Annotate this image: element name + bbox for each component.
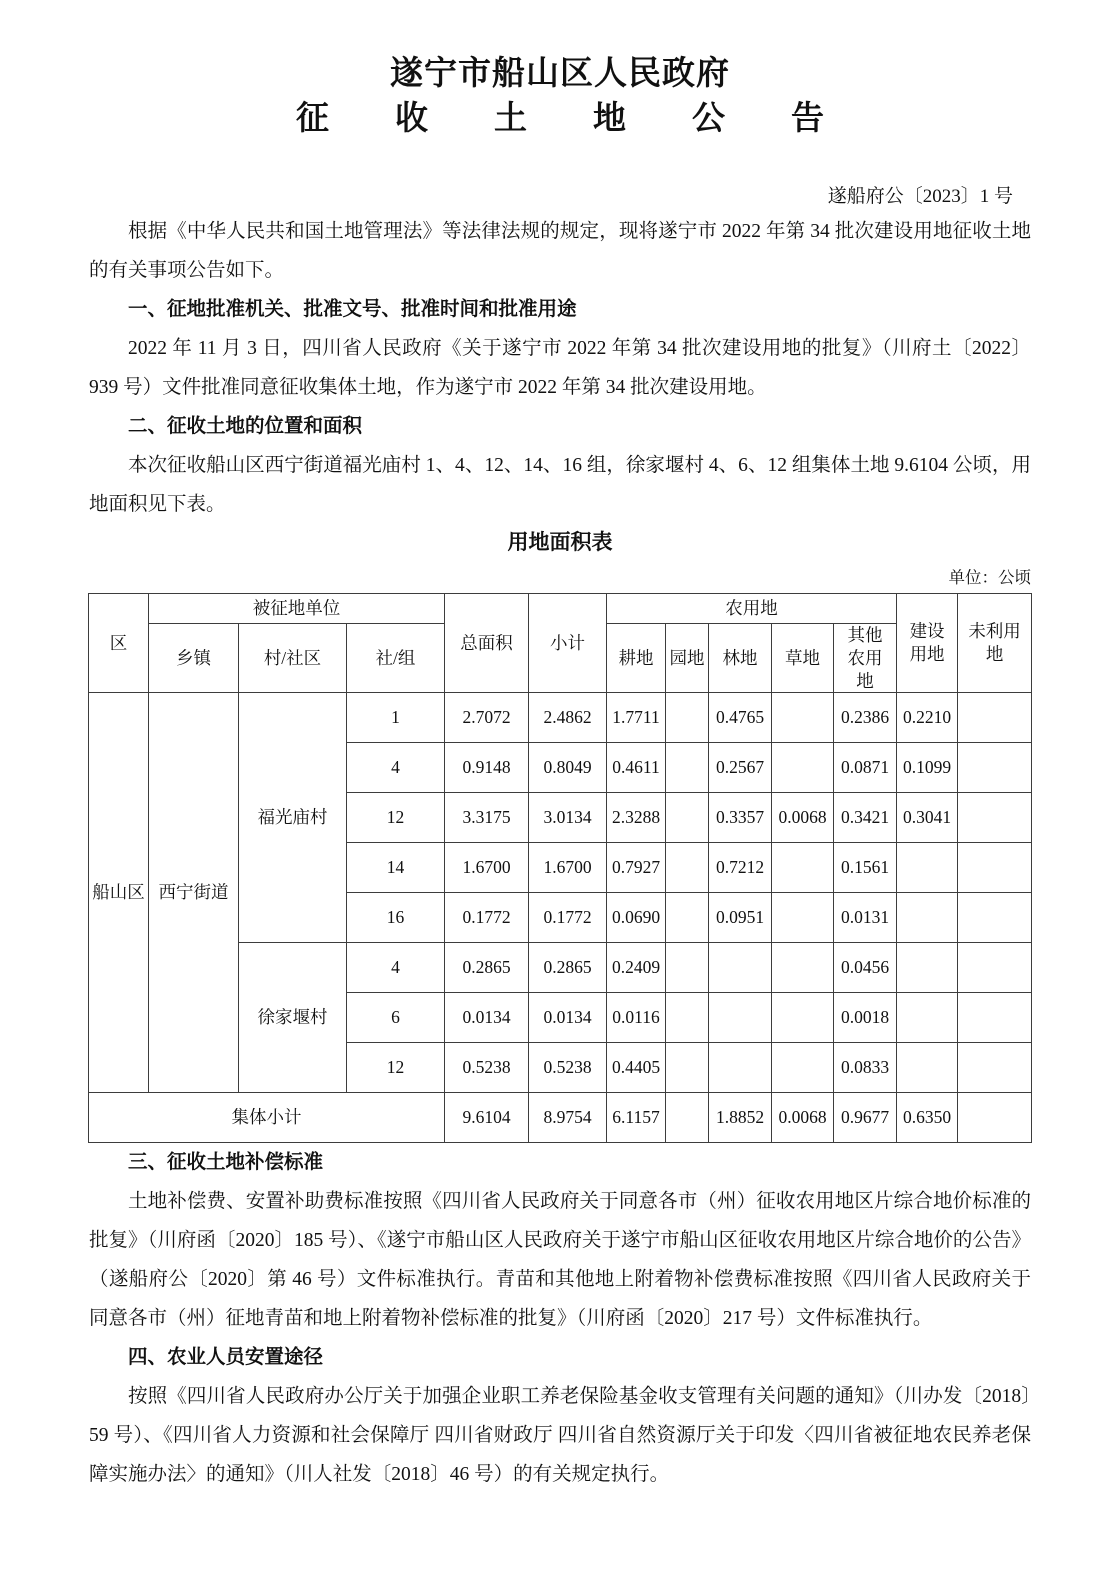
- table-footer-row: [89, 1093, 1032, 1143]
- cell-total: 0.1772: [445, 893, 529, 943]
- cell-township: 西宁街道: [149, 693, 239, 1093]
- cell-unused: [958, 1093, 1032, 1143]
- cell-unused: [958, 993, 1032, 1043]
- intro-paragraph: 根据《中华人民共和国土地管理法》等法律法规的规定，现将遂宁市 2022 年第 34 批次建设用地征收土地的有关事项公告如下。: [89, 221, 1031, 281]
- cell-forest: 0.2567: [709, 743, 772, 793]
- cell-group: 4: [347, 743, 445, 793]
- cell-forest: 0.0951: [709, 893, 772, 943]
- header-total-area: 总面积: [445, 594, 529, 693]
- cell-unused: [958, 743, 1032, 793]
- cell-garden: [666, 743, 709, 793]
- cell-group: 14: [347, 843, 445, 893]
- cell-cultivated: 0.0116: [607, 993, 666, 1043]
- cell-construction: 0.3041: [897, 793, 958, 843]
- cell-other-agri: 0.9677: [834, 1093, 897, 1143]
- header-district: 区: [89, 594, 149, 693]
- cell-unused: [958, 893, 1032, 943]
- cell-other-agri: 0.0871: [834, 743, 897, 793]
- cell-garden: [666, 693, 709, 743]
- section-3-body: 土地补偿费、安置补助费标准按照《四川省人民政府关于同意各市（州）征收农用地区片综合地价标准的批复》（川府函〔2020〕185 号）、《遂宁市船山区人民政府关于遂宁市船山区征收农用地区片综合地价的公告》（遂船府公〔2020〕第 46 号）文件标准执行。青苗和其他地上附着物补偿费标准按照《四川省人民政府关于同意各市（州）征地青苗和地上附着物补偿标准的批复》（川府函〔2020〕217 号）文件标准执行。: [89, 1191, 1031, 1330]
- cell-total: 9.6104: [445, 1093, 529, 1143]
- section-2-body: 本次征收船山区西宁街道福光庙村 1、4、12、14、16 组，徐家堰村 4、6、12 组集体土地 9.6104 公顷，用地面积见下表。: [89, 455, 1031, 515]
- table-row: [89, 693, 1032, 743]
- cell-other-agri: 0.2386: [834, 693, 897, 743]
- cell-construction: [897, 993, 958, 1043]
- cell-village-1: 福光庙村: [239, 693, 347, 943]
- cell-construction: [897, 893, 958, 943]
- cell-other-agri: 0.0131: [834, 893, 897, 943]
- cell-cultivated: 2.3288: [607, 793, 666, 843]
- cell-forest: 0.3357: [709, 793, 772, 843]
- cell-unused: [958, 793, 1032, 843]
- cell-other-agri: 0.1561: [834, 843, 897, 893]
- cell-group: 4: [347, 943, 445, 993]
- header-township: 乡镇: [149, 624, 239, 693]
- section-4-body: 按照《四川省人民政府办公厅关于加强企业职工养老保险基金收支管理有关问题的通知》（川办发〔2018〕59 号）、《四川省人力资源和社会保障厅 四川省财政厅 四川省自然资源厅关于印发〈四川省被征地农民养老保障实施办法〉的通知》（川人社发〔2018〕46 号）的有关规定执行。: [89, 1386, 1031, 1486]
- cell-subtotal: 0.2865: [529, 943, 607, 993]
- cell-unused: [958, 693, 1032, 743]
- cell-forest: [709, 993, 772, 1043]
- header-village: 村/社区: [239, 624, 347, 693]
- header-other-agri: 其他农用地: [834, 624, 897, 693]
- cell-footer-label: 集体小计: [89, 1093, 445, 1143]
- cell-garden: [666, 893, 709, 943]
- cell-district: 船山区: [89, 693, 149, 1093]
- cell-garden: [666, 943, 709, 993]
- cell-grass: [772, 893, 834, 943]
- header-expropriated-unit: 被征地单位: [149, 594, 445, 624]
- cell-cultivated: 0.0690: [607, 893, 666, 943]
- notice-title: 征 收 土 地 公 告: [296, 101, 824, 137]
- cell-other-agri: 0.0833: [834, 1043, 897, 1093]
- cell-construction: [897, 1043, 958, 1093]
- cell-unused: [958, 943, 1032, 993]
- cell-village-2: 徐家堰村: [239, 943, 347, 1093]
- cell-group: 12: [347, 1043, 445, 1093]
- table-title: 用地面积表: [507, 531, 613, 554]
- cell-construction: 0.1099: [897, 743, 958, 793]
- header-garden: 园地: [666, 624, 709, 693]
- cell-subtotal: 0.5238: [529, 1043, 607, 1093]
- cell-forest: 1.8852: [709, 1093, 772, 1143]
- cell-grass: 0.0068: [772, 1093, 834, 1143]
- cell-cultivated: 0.2409: [607, 943, 666, 993]
- cell-cultivated: 1.7711: [607, 693, 666, 743]
- cell-total: 0.0134: [445, 993, 529, 1043]
- cell-forest: 0.4765: [709, 693, 772, 743]
- cell-subtotal: 8.9754: [529, 1093, 607, 1143]
- header-subtotal: 小计: [529, 594, 607, 693]
- section-4-heading: 四、农业人员安置途径: [128, 1346, 324, 1369]
- cell-subtotal: 0.0134: [529, 993, 607, 1043]
- header-grass: 草地: [772, 624, 834, 693]
- cell-unused: [958, 1043, 1032, 1093]
- cell-grass: [772, 743, 834, 793]
- cell-garden: [666, 993, 709, 1043]
- issuer-title: 遂宁市船山区人民政府: [390, 56, 730, 92]
- cell-cultivated: 0.4405: [607, 1043, 666, 1093]
- cell-garden: [666, 1043, 709, 1093]
- cell-total: 0.9148: [445, 743, 529, 793]
- cell-subtotal: 1.6700: [529, 843, 607, 893]
- cell-construction: [897, 943, 958, 993]
- cell-total: 2.7072: [445, 693, 529, 743]
- cell-construction: [897, 843, 958, 893]
- cell-cultivated: 0.7927: [607, 843, 666, 893]
- cell-unused: [958, 843, 1032, 893]
- cell-subtotal: 2.4862: [529, 693, 607, 743]
- cell-subtotal: 0.1772: [529, 893, 607, 943]
- section-2-heading: 二、征收土地的位置和面积: [128, 415, 363, 437]
- cell-grass: [772, 993, 834, 1043]
- header-construction-land: 建设用地: [897, 594, 958, 693]
- section-3-heading: 三、征收土地补偿标准: [128, 1151, 324, 1174]
- unit-note: 单位：公顷: [948, 568, 1031, 587]
- cell-forest: 0.7212: [709, 843, 772, 893]
- cell-subtotal: 3.0134: [529, 793, 607, 843]
- cell-garden: [666, 793, 709, 843]
- table-header-row-1: [89, 594, 1032, 624]
- cell-garden: [666, 843, 709, 893]
- cell-total: 1.6700: [445, 843, 529, 893]
- cell-total: 0.5238: [445, 1043, 529, 1093]
- cell-cultivated: 0.4611: [607, 743, 666, 793]
- section-1-heading: 一、征地批准机关、批准文号、批准时间和批准用途: [128, 298, 577, 320]
- cell-group: 1: [347, 693, 445, 743]
- section-1-body: 2022 年 11 月 3 日，四川省人民政府《关于遂宁市 2022 年第 34 批次建设用地的批复》（川府土〔2022〕939 号）文件批准同意征收集体土地，作为遂宁市 2022 年第 34 批次建设用地。: [89, 338, 1031, 398]
- cell-other-agri: 0.0018: [834, 993, 897, 1043]
- header-unused-land: 未利用地: [958, 594, 1032, 693]
- cell-construction: 0.6350: [897, 1093, 958, 1143]
- cell-total: 3.3175: [445, 793, 529, 843]
- header-cultivated: 耕地: [607, 624, 666, 693]
- land-area-table: [88, 593, 1032, 1143]
- header-agricultural-land: 农用地: [607, 594, 897, 624]
- cell-grass: [772, 943, 834, 993]
- cell-grass: [772, 693, 834, 743]
- cell-forest: [709, 943, 772, 993]
- cell-grass: [772, 843, 834, 893]
- cell-subtotal: 0.8049: [529, 743, 607, 793]
- header-group: 社/组: [347, 624, 445, 693]
- doc-number: 遂船府公〔2023〕1 号: [827, 186, 1013, 207]
- cell-construction: 0.2210: [897, 693, 958, 743]
- cell-grass: 0.0068: [772, 793, 834, 843]
- cell-total: 0.2865: [445, 943, 529, 993]
- cell-group: 12: [347, 793, 445, 843]
- cell-cultivated: 6.1157: [607, 1093, 666, 1143]
- cell-group: 6: [347, 993, 445, 1043]
- cell-garden: [666, 1093, 709, 1143]
- cell-forest: [709, 1043, 772, 1093]
- cell-grass: [772, 1043, 834, 1093]
- cell-other-agri: 0.3421: [834, 793, 897, 843]
- header-forest: 林地: [709, 624, 772, 693]
- cell-group: 16: [347, 893, 445, 943]
- cell-other-agri: 0.0456: [834, 943, 897, 993]
